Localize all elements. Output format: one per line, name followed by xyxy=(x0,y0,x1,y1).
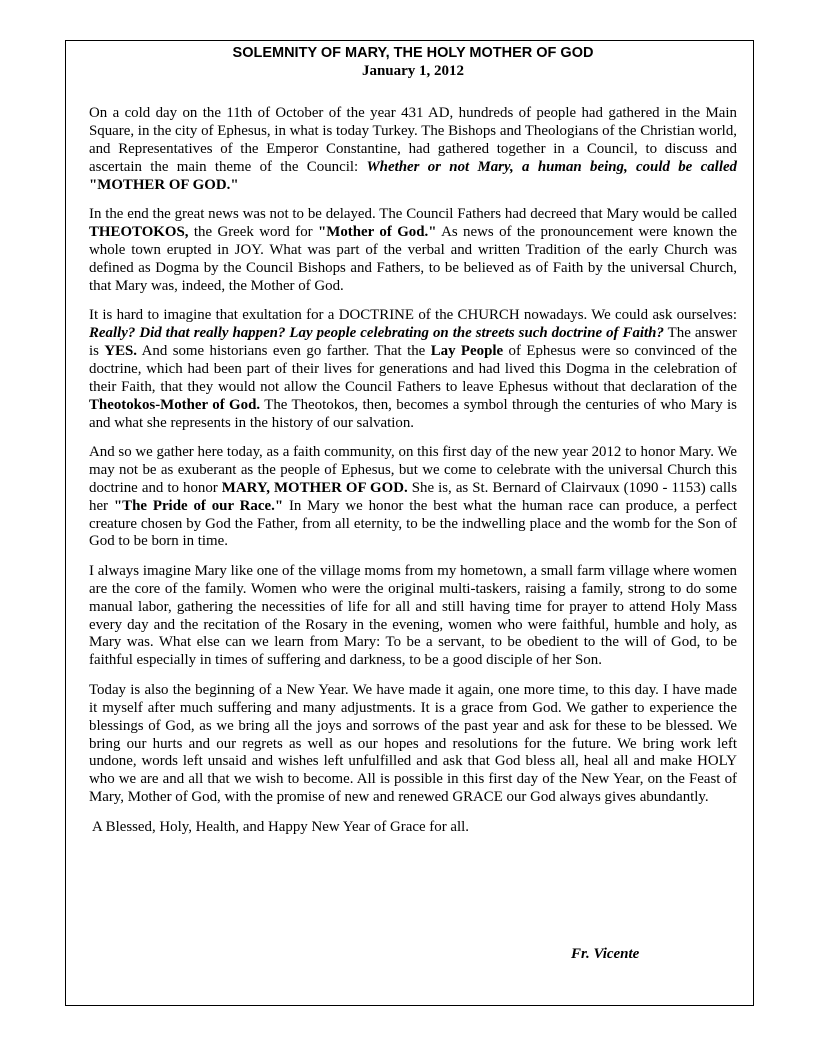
paragraph-village-moms xyxy=(89,563,737,670)
emphasis-run: "The Pride of our Race." xyxy=(113,497,284,514)
emphasis-run: YES. xyxy=(104,342,138,359)
text-run: The Theotokos, then, becomes a symbol through the centuries of who Mary is and what she represents in the history of our salvation. xyxy=(89,396,737,431)
paragraph-new-year xyxy=(89,682,737,807)
paragraph-theotokos xyxy=(89,206,737,296)
emphasis-run: "MOTHER OF GOD." xyxy=(89,176,239,193)
text-run: And some historians even go farther. That the xyxy=(137,342,431,359)
emphasis-run: MARY, MOTHER OF GOD. xyxy=(221,479,408,496)
document-title: SOLEMNITY OF MARY, THE HOLY MOTHER OF GOD xyxy=(232,45,594,61)
text-run: As news of the pronouncement were known the whole town erupted in JOY. What was part of the verbal and written Tradition of the early Church was defined as Dogma by the Council Bishops and Fathers, to be believed as of Faith by the universal Church, that Mary was, indeed, the Mother of God. xyxy=(89,223,737,294)
text-run: And so we gather here today, as a faith community, on this first day of the new year 2012 to honor Mary. We may not be as exuberant as the people of Ephesus, but we come to celebrate with the universal Church this doctrine and to honor xyxy=(89,443,737,496)
emphasis-run: THEOTOKOS, xyxy=(89,223,189,240)
emphasis-run: Theotokos-Mother of God. xyxy=(89,396,261,413)
text-run: the Greek word for xyxy=(188,223,319,240)
paragraph-gather-today xyxy=(89,444,737,551)
emphasis-run: Lay People xyxy=(430,342,504,359)
text-run: In the end the great news was not to be delayed. The Council Fathers had decreed that Mary would be called xyxy=(89,206,737,223)
text-run: She is, as St. Bernard of Clairvaux (1090 - 1153) calls her xyxy=(89,479,737,514)
document-date: January 1, 2012 xyxy=(361,63,465,79)
paragraph-council-ephesus xyxy=(89,105,737,195)
text-run: Today is also the beginning of a New Year. We have made it again, one more time, to this day. I have made it myself after much suffering and many adjustments. It is a grace from God. We gather to experience the blessings of God, as we bring all the joys and sorrows of the past year and ask for these to be blessed. We bring our hurts and our regrets as well as our hopes and resolutions for the future. We bring work left undone, words left unsaid and wishes left unfulfilled and ask that God bless all, heal all and make HOLY who we are and all that we wish to become. All is possible in this first day of the New Year, on the Feast of Mary, Mother of God, with the promise of new and renewed GRACE our God always gives abundantly. xyxy=(89,681,737,806)
emphasis-run: Really? Did that really happen? Lay people celebrating on the streets such doctrine of Faith? xyxy=(89,324,664,341)
closing-blessing: A Blessed, Holy, Health, and Happy New Year of Grace for all. xyxy=(92,818,469,835)
text-run: It is hard to imagine that exultation for a DOCTRINE of the CHURCH nowadays. We could ask ourselves: xyxy=(89,307,737,324)
emphasis-run: Whether or not Mary, a human being, could be called xyxy=(366,158,738,175)
text-run: The answer is xyxy=(89,324,737,359)
text-run: In Mary we honor the best what the human race can produce, a perfect creature chosen by God the Father, from all eternity, to be the indwelling place and the womb for the Son of God to be born in time. xyxy=(89,497,737,550)
paragraph-doctrine xyxy=(89,307,737,432)
text-run: I always imagine Mary like one of the village moms from my hometown, a small farm village where women are the core of the family. Women who were the original multi-taskers, raising a family, strong to do some manual labor, gathering the necessities of life for all and still having time for prayer to attend Holy Mass every day and the recitation of the Rosary in the evening, women who were faithful, humble and holy, as Mary was. What else can we learn from Mary: To be a servant, to be obedient to the will of God, to be faithful especially in times of suffering and darkness, to be a good disciple of her Son. xyxy=(89,562,737,669)
document-body xyxy=(89,44,737,837)
text-run: of Ephesus were so convinced of the doctrine, which had been part of their lives for generations and had lived this Dogma in the celebration of their Faith, that they would not allow the Council Fathers to leave Ephesus without that declaration of the xyxy=(89,342,737,395)
text-run: On a cold day on the 11th of October of the year 431 AD, hundreds of people had gathered in the Main Square, in the city of Ephesus, in what is today Turkey. The Bishops and Theologians of the Christian world, and Representatives of the Emperor Constantine, had gathered together in a Council, to discuss and ascertain the main theme of the Council: xyxy=(89,105,737,175)
emphasis-run: "Mother of God." xyxy=(318,223,437,240)
signature: Fr. Vicente xyxy=(571,946,640,962)
